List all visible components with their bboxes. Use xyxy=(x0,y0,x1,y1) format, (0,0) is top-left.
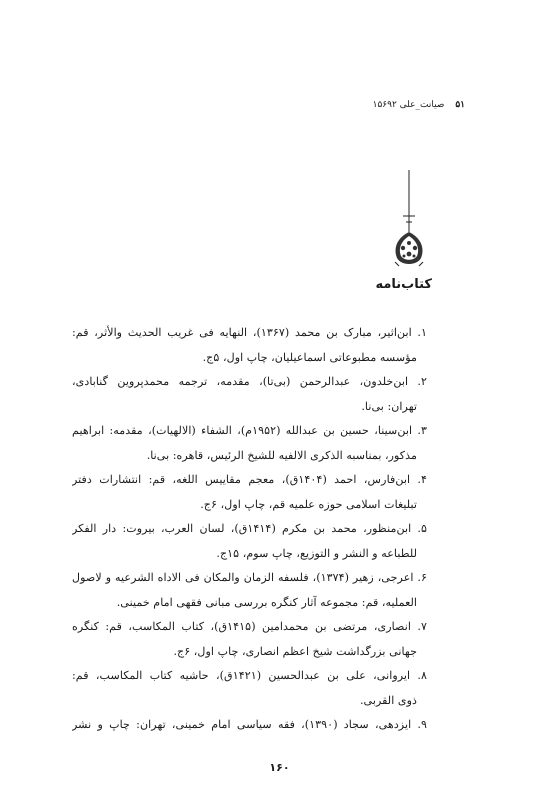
reference-line: ۷. انصاری، مرتضی بن محمدامین (۱۴۱۵ق)، کتاب المکاسب، قم: کنگره xyxy=(72,620,427,633)
running-head xyxy=(80,98,465,112)
reference-line: تهران: بی‌نا. xyxy=(361,399,417,413)
reference-line: ۴. ابن‌فارس، احمد (۱۴۰۴ق)، معجم مقاییس اللغه، قم: انتشارات دفتر xyxy=(72,473,427,486)
reference-line: ۹. ایزدهی، سجاد (۱۳۹۰)، فقه سیاسی امام خمینی، تهران: چاپ و نشر xyxy=(72,718,427,731)
reference-line: ۲. ابن‌خلدون، عبدالرحمن (بی‌تا)، مقدمه، ترجمه محمدپروین گنابادی، xyxy=(72,375,427,388)
reference-line: مؤسسه مطبوعاتی اسماعیلیان، چاپ اول، ۵ج. xyxy=(202,350,417,364)
list-item xyxy=(72,321,427,370)
reference-line: تبلیغات اسلامی حوزه علمیه قم، چاپ اول، ۶ج. xyxy=(200,497,417,511)
reference-line: ۱. ابن‌اثیر، مبارک بن محمد (۱۳۶۷)، النهایه فی غریب الحدیث والأثر، قم: xyxy=(72,326,427,339)
reference-line: للطباعه و النشر و التوزیع، چاپ سوم، ۱۵ج. xyxy=(216,546,417,560)
list-item xyxy=(72,468,427,517)
running-head-page-number: ۵۱ xyxy=(455,100,465,110)
reference-line: ذوی القربی. xyxy=(359,693,417,707)
list-item xyxy=(72,664,427,713)
reference-line: جهانی بزرگداشت شیخ اعظم انصاری، چاپ اول، ۶ج. xyxy=(173,644,417,658)
reference-line: العملیه، قم: مجموعه آثار کنگره بررسی مبانی فقهی امام خمینی. xyxy=(116,595,417,609)
reference-line: مذکور، بمناسبه الذکری الالفیه للشیخ الرئیس، قاهره: بی‌نا. xyxy=(146,448,417,462)
reference-line: ۶. اعرجی، زهیر (۱۳۷۴)، فلسفه الزمان والمکان فی الاداه الشرعیه و لاصول xyxy=(72,571,427,584)
list-item xyxy=(72,615,427,664)
reference-line: ۵. ابن‌منظور، محمد بن مکرم (۱۴۱۴ق)، لسان العرب، بیروت: دار الفکر xyxy=(72,522,427,535)
list-item xyxy=(72,517,427,566)
decorative-ornament-icon xyxy=(389,170,429,270)
reference-line: ۸. ایروانی، علی بن عبدالحسین (۱۴۲۱ق)، حاشیه کتاب المکاسب، قم: xyxy=(72,669,427,682)
page-number: ۱۶۰ xyxy=(269,761,290,774)
list-item xyxy=(72,713,427,738)
list-item xyxy=(72,370,427,419)
list-item xyxy=(72,566,427,615)
reference-line: ۳. ابن‌سینا، حسین بن عبدالله (۱۹۵۲م)، الشفاء (الالهیات)، مقدمه: ابراهیم xyxy=(72,424,427,437)
running-head-title: صیانت_علی ۱۵۶۹۲ xyxy=(372,100,445,110)
list-item xyxy=(72,419,427,468)
bibliography-list xyxy=(72,321,427,738)
section-title: کتاب‌نامه xyxy=(375,277,432,292)
